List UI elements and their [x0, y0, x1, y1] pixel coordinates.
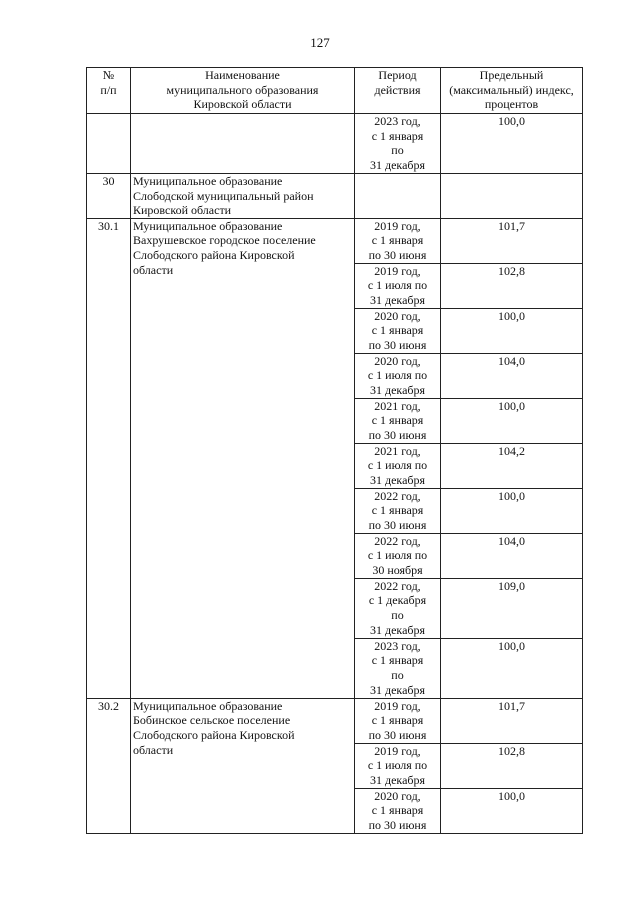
- period-cell: [355, 398, 441, 443]
- period-cell: [355, 698, 441, 743]
- period-line: 30 ноября: [372, 562, 423, 577]
- header-index-line: (максимальный) индекс,: [449, 82, 574, 97]
- municipality-name-line: Муниципальное образование: [133, 698, 283, 713]
- municipality-name-line: Кировской области: [133, 203, 232, 218]
- index-value: 102,8: [441, 263, 583, 308]
- municipality-name-line: Муниципальное образование: [133, 174, 283, 188]
- period-cell: [355, 533, 441, 578]
- page-number: 127: [310, 35, 330, 50]
- header-period: [355, 68, 441, 114]
- index-value: 101,7: [441, 218, 583, 263]
- index-value: 100,0: [441, 308, 583, 353]
- period-line: 2020 год,: [374, 788, 421, 803]
- period-line: с 1 января: [371, 653, 424, 668]
- municipality-name-line: Слободского района Кировской: [133, 247, 295, 262]
- header-period-line: Период: [378, 68, 417, 82]
- period-line: с 1 июля по: [367, 758, 428, 773]
- period-cell: [355, 788, 441, 833]
- period-line: 31 декабря: [369, 292, 426, 307]
- period-cell: [355, 443, 441, 488]
- header-number: [87, 68, 131, 114]
- period-line: 2021 год,: [374, 398, 421, 413]
- municipality-name-line: Слободского района Кировской: [133, 727, 295, 742]
- period-line: с 1 января: [371, 503, 424, 518]
- table-row: [87, 114, 583, 174]
- table-row: [87, 218, 583, 263]
- table-body: [87, 114, 583, 834]
- header-municipality-line: Кировской области: [193, 97, 292, 112]
- index-value: 100,0: [441, 788, 583, 833]
- period-line: с 1 января: [371, 323, 424, 338]
- header-index: [441, 68, 583, 114]
- header-municipality: [131, 68, 355, 114]
- period-line: по 30 июня: [368, 247, 427, 262]
- period-line: 31 декабря: [369, 472, 426, 487]
- period-cell: [355, 308, 441, 353]
- header-municipality-line: муниципального образования: [166, 82, 319, 97]
- period-line: с 1 июля по: [367, 368, 428, 383]
- index-value: 100,0: [441, 398, 583, 443]
- period-line: 2020 год,: [374, 308, 421, 323]
- period-line: с 1 января: [371, 128, 424, 143]
- municipality-name-line: области: [133, 262, 174, 277]
- row-number: 30: [87, 174, 131, 219]
- table-header-row: [87, 68, 583, 114]
- municipality-name-line: области: [133, 742, 174, 757]
- tariff-index-table: [86, 67, 583, 834]
- index-value: 104,0: [441, 533, 583, 578]
- header-period-line: действия: [374, 82, 421, 97]
- period-line: с 1 января: [371, 233, 424, 248]
- period-line: 31 декабря: [369, 772, 426, 787]
- row-number: [87, 114, 131, 174]
- period-line: 2020 год,: [374, 353, 421, 368]
- period-line: по 30 июня: [368, 337, 427, 352]
- period-line: 31 декабря: [369, 682, 426, 697]
- index-value: 104,0: [441, 353, 583, 398]
- header-municipality-line: Наименование: [205, 68, 280, 82]
- index-value: 109,0: [441, 578, 583, 638]
- index-value: 104,2: [441, 443, 583, 488]
- period-cell: [355, 743, 441, 788]
- period-cell: [355, 578, 441, 638]
- period-line: 2019 год,: [374, 698, 421, 713]
- municipality-name: [131, 698, 355, 833]
- period-line: по 30 июня: [368, 427, 427, 442]
- period-line: 2019 год,: [374, 263, 421, 278]
- period-cell: [355, 174, 441, 219]
- municipality-name: [131, 114, 355, 174]
- municipality-name-line: Вахрушевское городское поселение: [133, 233, 316, 248]
- period-cell: [355, 263, 441, 308]
- period-line: 2022 год,: [374, 488, 421, 503]
- municipality-name: [131, 218, 355, 698]
- period-line: по: [391, 607, 404, 622]
- period-line: с 1 декабря: [368, 593, 427, 608]
- period-line: с 1 января: [371, 713, 424, 728]
- period-cell: [355, 114, 441, 174]
- header-index-line: Предельный: [479, 68, 544, 82]
- period-line: с 1 января: [371, 413, 424, 428]
- period-line: 2021 год,: [374, 443, 421, 458]
- period-line: 31 декабря: [369, 382, 426, 397]
- period-line: по: [391, 143, 404, 158]
- table-row: [87, 698, 583, 743]
- municipality-name-line: Слободской муниципальный район: [133, 188, 314, 203]
- municipality-name: [131, 174, 355, 219]
- header-number-line: №: [102, 68, 115, 82]
- period-line: с 1 января: [371, 803, 424, 818]
- period-line: 31 декабря: [369, 622, 426, 637]
- index-value: 102,8: [441, 743, 583, 788]
- period-line: по 30 июня: [368, 727, 427, 742]
- period-cell: [355, 488, 441, 533]
- period-cell: [355, 218, 441, 263]
- period-line: по: [391, 667, 404, 682]
- period-line: 2022 год,: [374, 533, 421, 548]
- period-cell: [355, 353, 441, 398]
- period-line: 2019 год,: [374, 743, 421, 758]
- period-line: по 30 июня: [368, 517, 427, 532]
- index-value: 100,0: [441, 638, 583, 698]
- period-line: с 1 июля по: [367, 458, 428, 473]
- index-value: 101,7: [441, 698, 583, 743]
- table-row: [87, 174, 583, 219]
- index-cell: [441, 174, 583, 219]
- row-number: 30.1: [87, 218, 131, 698]
- index-value: 100,0: [441, 114, 583, 174]
- period-line: 31 декабря: [369, 157, 426, 172]
- header-number-line: п/п: [100, 82, 117, 97]
- period-line: по 30 июня: [368, 817, 427, 832]
- header-index-line: процентов: [484, 97, 539, 112]
- period-line: 2019 год,: [374, 218, 421, 233]
- index-value: 100,0: [441, 488, 583, 533]
- period-cell: [355, 638, 441, 698]
- municipality-name-line: Муниципальное образование: [133, 218, 283, 233]
- period-line: с 1 июля по: [367, 548, 428, 563]
- period-line: 2022 год,: [374, 578, 421, 593]
- period-line: с 1 июля по: [367, 278, 428, 293]
- period-line: 2023 год,: [374, 114, 421, 128]
- row-number: 30.2: [87, 698, 131, 833]
- municipality-name-line: Бобинское сельское поселение: [133, 713, 291, 728]
- period-line: 2023 год,: [374, 638, 421, 653]
